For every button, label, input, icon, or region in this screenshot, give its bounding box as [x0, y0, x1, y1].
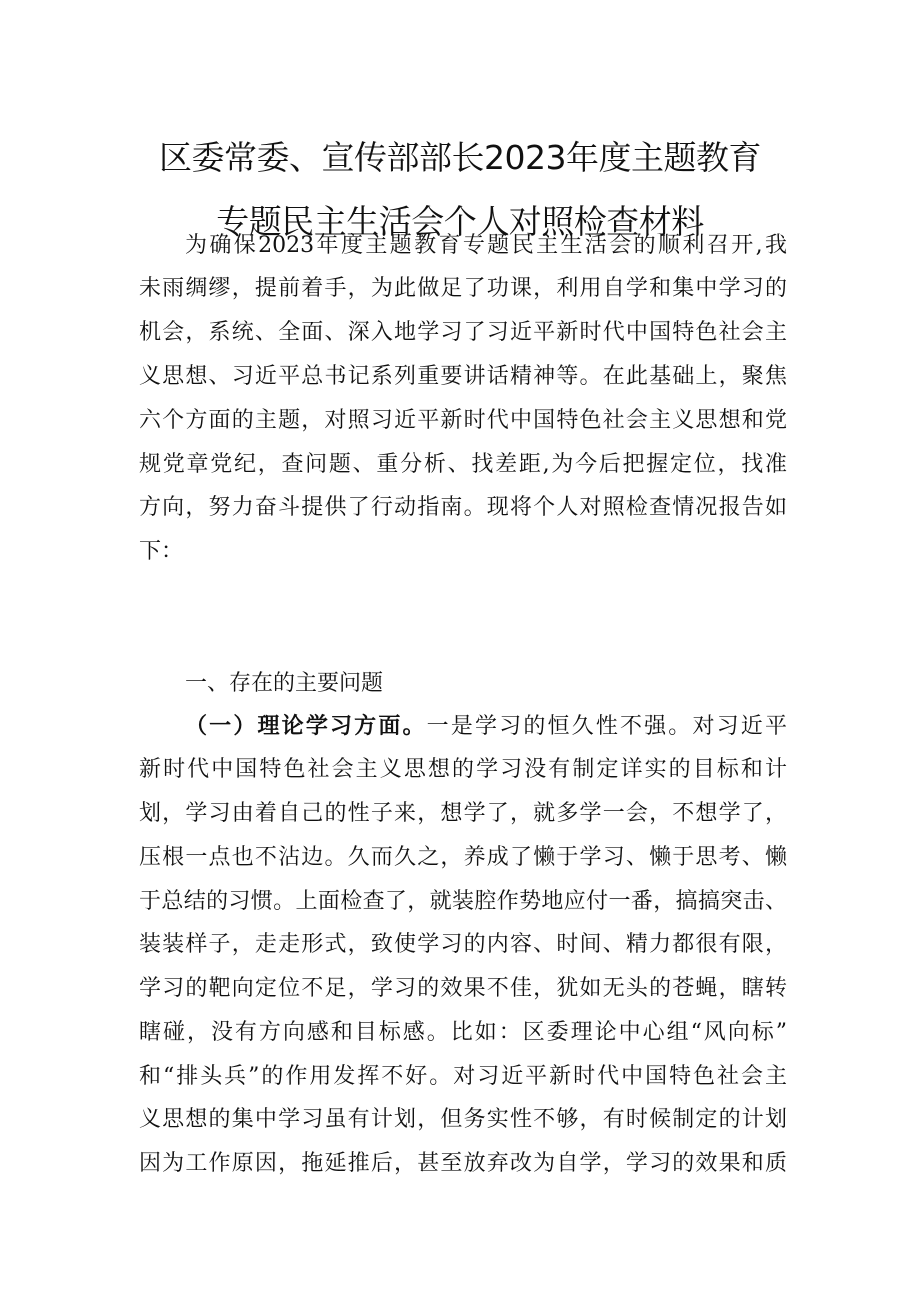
- intro-line-5: 六个方面的主题，对照习近平新时代中国特色社会主义思想和党: [139, 408, 787, 433]
- intro-line-7: 方向，努力奋斗提供了行动指南。现将个人对照检查情况报告如: [139, 495, 787, 520]
- intro-line-8: 下：: [139, 539, 184, 564]
- intro-line-6: 规党章党纪，查问题、重分析、找差距,为今后把握定位，找准: [139, 452, 787, 477]
- body-line-10: 因为工作原因，拖延推后，甚至放弃改为自学，学习的效果和质: [139, 1151, 787, 1176]
- document-title-line-1: 区委常委、宣传部部长2023年度主题教育: [159, 138, 761, 177]
- document-title-line-2: 专题民主生活会个人对照检查材料: [216, 202, 704, 241]
- subsection-first-line: [185, 707, 787, 747]
- body-line-6: 学习的靶向定位不足，学习的效果不佳，犹如无头的苍蝇，瞎转: [139, 976, 787, 1001]
- body-line-5: 装装样子，走走形式，致使学习的内容、时间、精力都很有限，: [139, 932, 787, 957]
- intro-line-3: 机会，系统、全面、深入地学习了习近平新时代中国特色社会主: [139, 320, 787, 345]
- intro-line-1: 为确保2023年度主题教育专题民主生活会的顺利召开,我: [185, 233, 787, 258]
- subsection-first-rest: 一是学习的恒久性不强。对习近平: [426, 714, 787, 739]
- subsection-lead: （一）理论学习方面。: [185, 714, 427, 739]
- body-line-8: 和“排头兵”的作用发挥不好。对习近平新时代中国特色社会主: [139, 1064, 787, 1089]
- body-line-9: 义思想的集中学习虽有计划，但务实性不够，有时候制定的计划: [139, 1107, 787, 1132]
- intro-line-2: 未雨绸缪，提前着手，为此做足了功课，利用自学和集中学习的: [139, 276, 787, 301]
- body-line-3: 压根一点也不沾边。久而久之，养成了懒于学习、懒于思考、懒: [139, 845, 787, 870]
- intro-line-4: 义思想、习近平总书记系列重要讲话精神等。在此基础上，聚焦: [139, 364, 787, 389]
- body-line-1: 新时代中国特色社会主义思想的学习没有制定详实的目标和计: [139, 757, 787, 782]
- body-line-2: 划，学习由着自己的性子来，想学了，就多学一会，不想学了，: [139, 801, 787, 826]
- body-line-4: 于总结的习惯。上面检查了，就装腔作势地应付一番，搞搞突击、: [139, 889, 787, 914]
- body-line-7: 瞎碰，没有方向感和目标感。比如：区委理论中心组“风向标”: [139, 1020, 787, 1045]
- section-heading: 一、存在的主要问题: [185, 671, 384, 696]
